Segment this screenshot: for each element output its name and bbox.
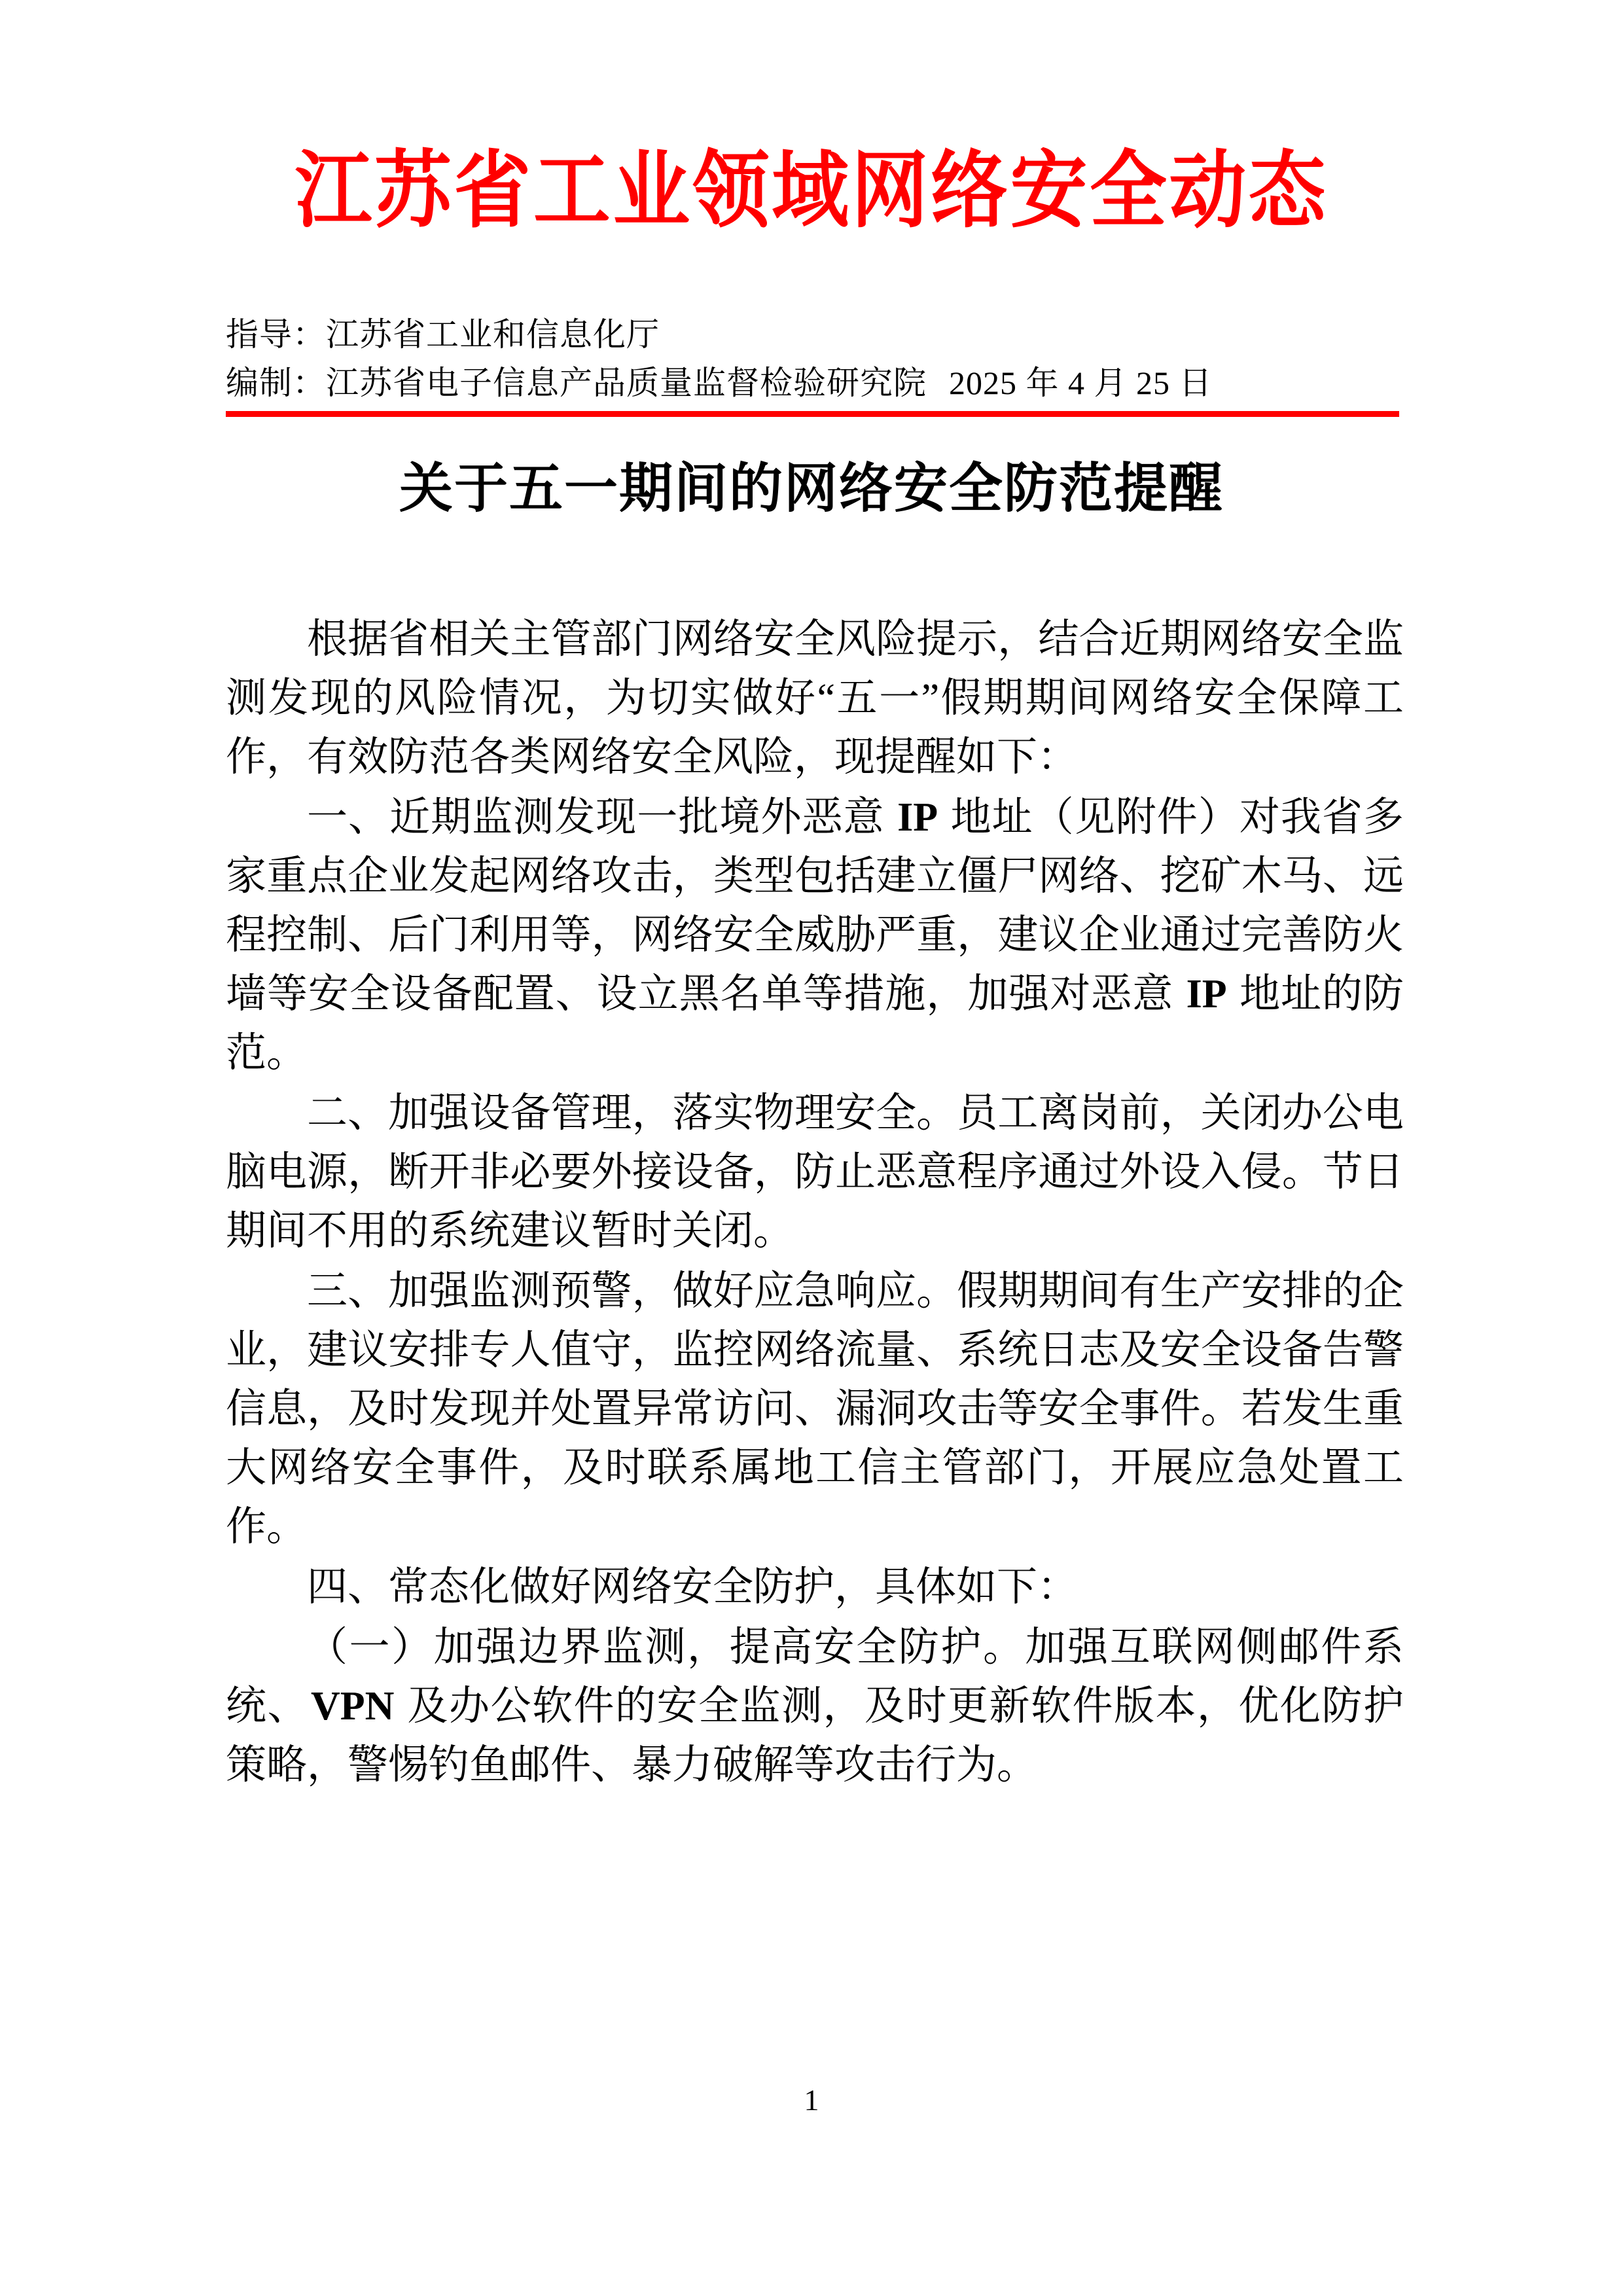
- publication-date: 2025 年 4 月 25 日: [949, 365, 1213, 401]
- compiler-value: 江苏省电子信息产品质量监督检验研究院: [326, 365, 927, 401]
- credit-line-compiler: [226, 359, 1404, 407]
- paragraph-section-2: [226, 1084, 1404, 1261]
- section-1-ip-term-1: IP: [897, 795, 938, 840]
- section-2-text: 二、加强设备管理，落实物理安全。员工离岗前，关闭办公电脑电源，断开非必要外接设备，防止恶意程序通过外设入侵。节日期间不用的系统建议暂时关闭。: [226, 1091, 1404, 1253]
- credit-line-guidance: [226, 310, 1404, 359]
- masthead-title: 江苏省工业领域网络安全动态: [294, 145, 1329, 238]
- paragraph-intro: [226, 610, 1404, 787]
- section-1-text-before: 一、近期监测发现一批境外恶意: [307, 795, 896, 840]
- masthead: [0, 145, 1623, 238]
- paragraph-section-4-1: [226, 1618, 1404, 1795]
- compiler-label: 编制：: [226, 365, 326, 401]
- page-title: 关于五一期间的网络安全防范提醒: [399, 459, 1224, 518]
- section-1-text-after: 地址的防范。: [226, 972, 1404, 1075]
- section-1-text-mid: 地址（见附件）对我省多家重点企业发起网络攻击，类型包括建立僵尸网络、挖矿木马、远程控制、后门利用等，网络安全威胁严重，建议企业通过完善防火墙等安全设备配置、设立黑名单等措施，加强对恶意: [226, 795, 1404, 1016]
- paragraph-intro-text: 根据省相关主管部门网络安全风险提示，结合近期网络安全监测发现的风险情况，为切实做好“五一”假期期间网络安全保障工作，有效防范各类网络安全风险，现提醒如下：: [226, 617, 1404, 780]
- guidance-value: 江苏省工业和信息化厅: [326, 316, 660, 353]
- guidance-label: 指导：: [226, 316, 326, 353]
- section-4-1-text-before: （一）加强边界监测，提高安全防护。加强互联网侧邮件系统、: [226, 1625, 1404, 1729]
- section-3-text: 三、加强监测预警，做好应急响应。假期期间有生产安排的企业，建议安排专人值守，监控网络流量、系统日志及安全设备告警信息，及时发现并处置异常访问、漏洞攻击等安全事件。若发生重大网络安全事件，及时联系属地工信主管部门，开展应急处置工作。: [226, 1269, 1404, 1549]
- page-number: 1: [804, 2083, 819, 2117]
- section-4-1-vpn-term: VPN: [311, 1684, 395, 1729]
- red-divider-rule: [226, 411, 1399, 417]
- paragraph-section-1: [226, 788, 1404, 1083]
- section-1-ip-term-2: IP: [1186, 972, 1227, 1016]
- credits-block: [226, 310, 1404, 407]
- paragraph-section-4: [226, 1558, 1404, 1617]
- paragraph-section-3: [226, 1262, 1404, 1556]
- document-body: [226, 610, 1404, 1796]
- section-4-text: 四、常态化做好网络安全防护，具体如下：: [307, 1565, 1079, 1609]
- section-4-1-text-after: 及办公软件的安全监测，及时更新软件版本，优化防护策略，警惕钓鱼邮件、暴力破解等攻击行为。: [226, 1684, 1404, 1787]
